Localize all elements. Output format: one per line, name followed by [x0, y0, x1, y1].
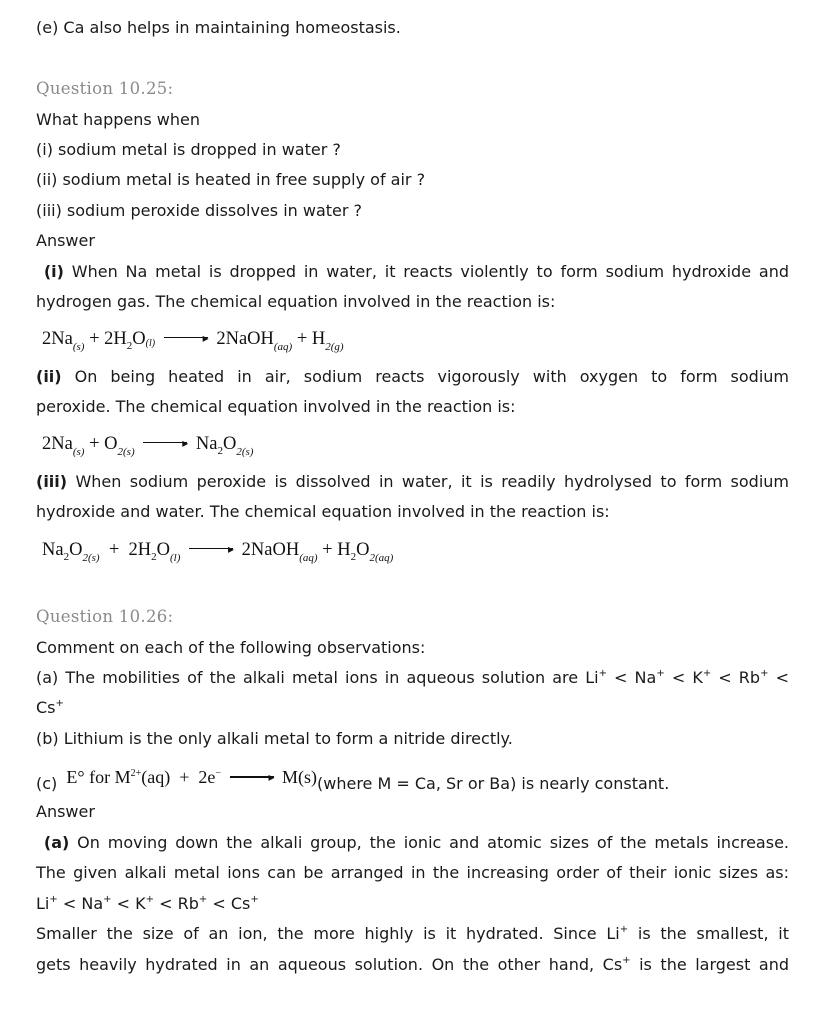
q25-answer-iii-line2: hydroxide and water. The chemical equation involved in the reaction is:	[36, 502, 610, 521]
q25-prompt: What happens when	[36, 110, 200, 129]
electrode-potential-expression: E° for $M^{2+}(aq) + 2e^-$ ▸ M(s)	[66, 767, 318, 787]
q25-answer-label: Answer	[36, 231, 95, 250]
q25-answer-i-line2: hydrogen gas. The chemical equation involved in the reaction is:	[36, 292, 556, 311]
q26-prompt: Comment on each of the following observations:	[36, 638, 426, 657]
reaction-arrow: ▸	[143, 442, 187, 443]
q26-part-b: (b) Lithium is the only alkali metal to form a nitride directly.	[36, 729, 513, 748]
q25-answer-ii-line2: peroxide. The chemical equation involved in the reaction is:	[36, 397, 516, 416]
reaction-arrow: ▸	[164, 337, 208, 338]
q25-part-iii: (iii) sodium peroxide dissolves in water ?	[36, 201, 363, 220]
q26-answer-a-line2: The given alkali metal ions can be arranged in the increasing order of their ionic sizes as:	[36, 863, 789, 882]
q25-answer-iii-line1: (iii) When sodium peroxide is dissolved in water, it is readily hydrolysed to form sodium	[36, 472, 789, 491]
answer-iii-label: (iii)	[36, 472, 68, 491]
answer-a-label: (a)	[43, 833, 70, 852]
q26-part-a-line2: Cs+	[36, 698, 64, 717]
q25-answer-ii-line1: (ii) On being heated in air, sodium reacts vigorously with oxygen to form sodium	[36, 367, 789, 386]
paragraph-hydration-line2: gets heavily hydrated in an aqueous solution. On the other hand, Cs+ is the largest and	[36, 955, 790, 974]
q26-part-c: (c) E° for $M^{2+}(aq) + 2e^-$ ▸ M(s)(where M = Ca, Sr or Ba) is nearly constant.	[36, 767, 670, 793]
q26-answer-a-line1: (a) On moving down the alkali group, the ionic and atomic sizes of the metals increase.	[43, 833, 790, 852]
reaction-arrow: ▸	[230, 776, 274, 777]
q25-part-i: (i) sodium metal is dropped in water ?	[36, 140, 341, 159]
text-line-e: (e) Ca also helps in maintaining homeostasis.	[36, 18, 401, 37]
q25-part-ii: (ii) sodium metal is heated in free supply of air ?	[36, 170, 426, 189]
paragraph-hydration-line1: Smaller the size of an ion, the more highly is it hydrated. Since Li+ is the smallest, it	[36, 924, 789, 943]
q26-answer-label: Answer	[36, 802, 95, 821]
equation-sodium-water: $2Na_{(s)} + 2H_2O_{(l)}$ ▸ 2NaOH$_{(aq)}$ + $H_{2(g)}$	[42, 329, 344, 353]
equation-peroxide-water: $Na_2O_{2(s)} + 2H_2O_{(l)}$ ▸ 2NaOH$_{(aq)}$ + $H_2O_{2(aq)}$	[42, 540, 394, 564]
reaction-arrow: ▸	[189, 548, 233, 549]
answer-i-label: (i)	[43, 262, 64, 281]
answer-ii-label: (ii)	[36, 367, 62, 386]
ionic-size-order: Li+ < Na+ < K+ < Rb+ < Cs+	[36, 894, 259, 913]
q25-answer-i-line1: (i) When Na metal is dropped in water, it reacts violently to form sodium hydroxide and	[43, 262, 789, 281]
q26-part-a-line1: (a) The mobilities of the alkali metal ions in aqueous solution are Li+ < Na+ < K+ < Rb+ <	[36, 668, 789, 687]
question-10-25-heading: Question 10.25:	[36, 79, 174, 98]
equation-sodium-oxygen: $2Na_{(s)} + O_{2(s)}$ ▸ $Na_2O_{2(s)}$	[42, 434, 254, 458]
question-10-26-heading: Question 10.26:	[36, 607, 174, 626]
